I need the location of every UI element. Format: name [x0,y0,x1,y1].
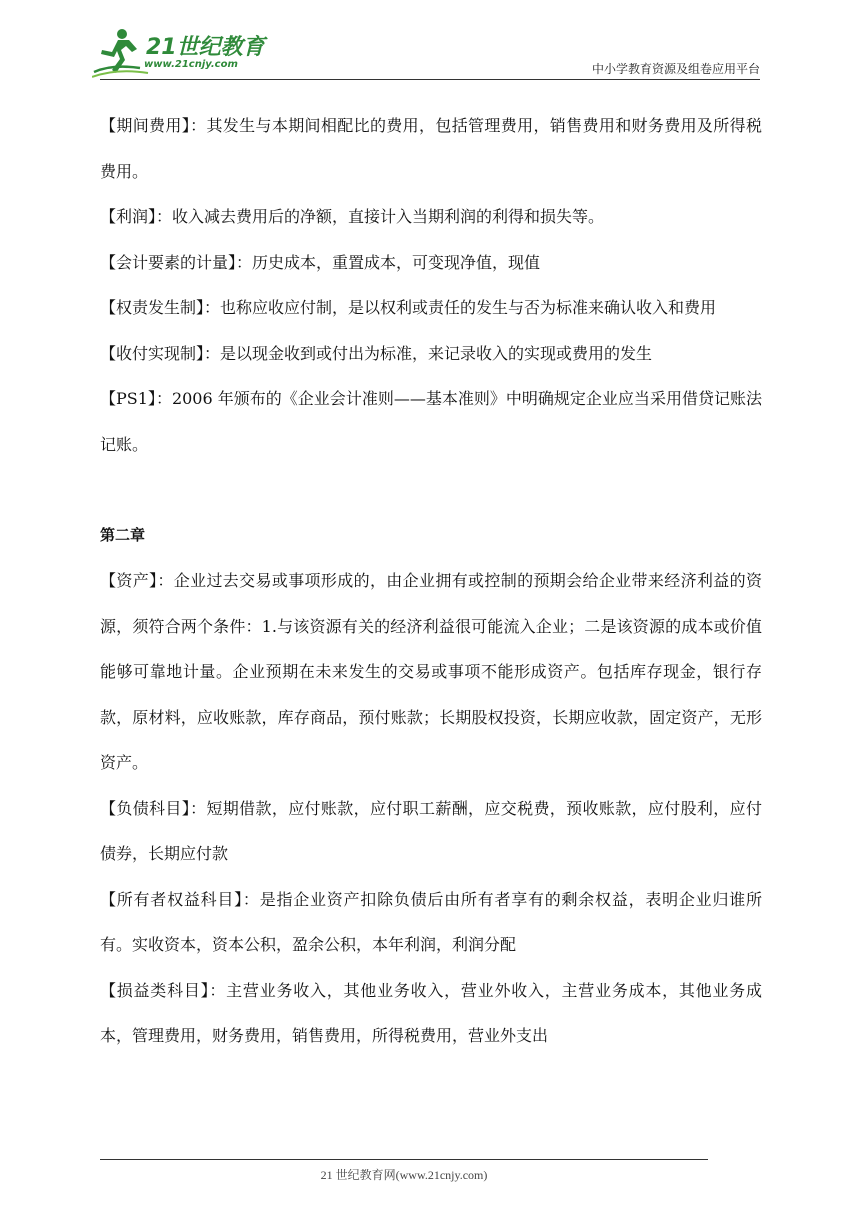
term-text: ：企业过去交易或事项形成的，由企业拥有或控制的预期会给企业带来经济利益的资源，须符合两个条件：1.与该资源有关的经济利益很可能流入企业；二是该资源的成本或价值能够可靠地计量。企业预期在未来发生的交易或事项不能形成资产。包括库存现金，银行存款，原材料，应收账款，库存商品，预付账款；长期股权投资，长期应收款，固定资产，无形资产。 [100,571,762,772]
footer-divider [100,1159,708,1160]
term-label: 【资产】 [100,571,158,590]
definition-paragraph [100,240,762,286]
term-text: ：是以现金收到或付出为标准，来记录收入的实现或费用的发生 [204,343,653,363]
term-label: 【期间费用】 [100,116,191,135]
definition-paragraph [100,194,762,240]
term-label: 【会计要素的计量】 [100,252,237,272]
logo-url-text: www.21cnjy.com [144,59,238,70]
definition-paragraph [100,968,762,1059]
definition-paragraph [100,376,762,467]
definition-paragraph [100,786,762,877]
definition-paragraph [100,285,762,331]
term-text: ：2006 年颁布的《企业会计准则——基本准则》中明确规定企业应当采用借贷记账法记账。 [100,389,762,454]
term-text: ：历史成本，重置成本，可变现净值，现值 [236,252,541,272]
term-text: ：短期借款，应付账款，应付职工薪酬，应交税费，预收账款，应付股利，应付债券，长期应付款 [100,798,762,863]
term-label: 【利润】 [100,207,157,226]
term-label: 【收付实现制】 [100,343,205,363]
term-text: ：也称应收应付制，是以权利或责任的发生与否为标准来确认收入和费用 [204,298,717,317]
chapter-heading: 第二章 [100,525,146,544]
document-body [100,103,762,1059]
term-text: ：是指企业资产扣除负债后由所有者享有的剩余权益，表明企业归谁所有。实收资本，资本公积，盈余公积，本年利润，利润分配 [100,889,762,954]
page-header [0,0,860,82]
term-label: 【权责发生制】 [100,298,205,317]
term-label: 【损益类科目】 [100,980,210,1000]
term-label: 【所有者权益科目】 [100,889,243,909]
definition-paragraph [100,103,762,194]
term-label: 【PS1】 [100,389,156,408]
runner-logo-icon [92,28,152,78]
platform-name: 中小学教育资源及组卷应用平台 [591,62,760,76]
header-divider [100,79,760,80]
definition-paragraph [100,877,762,968]
section-spacer [100,467,762,513]
definition-paragraph [100,331,762,377]
logo-brand-text: 21世纪教育 [146,35,265,60]
site-logo[interactable] [92,28,267,80]
term-label: 【负债科目】 [100,798,191,818]
page-footer[interactable]: 21 世纪教育网(www.21cnjy.com) [320,1168,488,1182]
term-text: ：其发生与本期间相配比的费用，包括管理费用，销售费用和财务费用及所得税费用。 [100,116,762,181]
term-text: ：主营业务收入，其他业务收入，营业外收入，主营业务成本，其他业务成本，管理费用，财务费用，销售费用，所得税费用，营业外支出 [100,980,762,1045]
definition-paragraph [100,558,762,786]
term-text: ：收入减去费用后的净额，直接计入当期利润的利得和损失等。 [156,207,605,226]
